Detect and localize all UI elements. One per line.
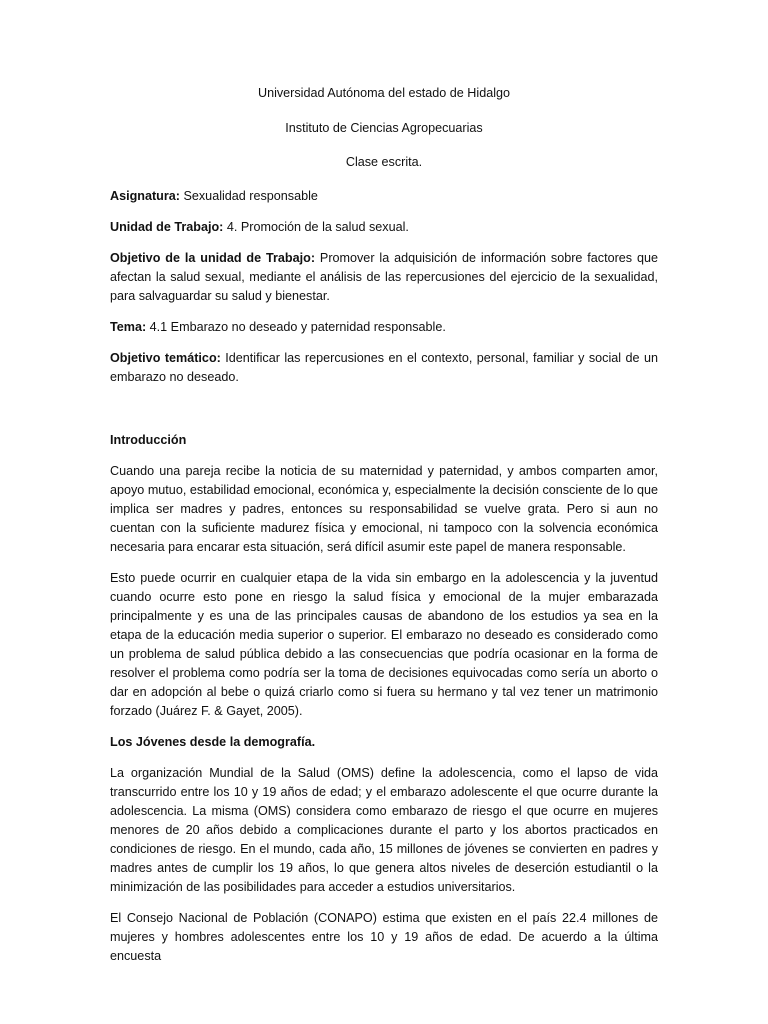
intro-heading: Introducción — [110, 433, 187, 447]
tema-value: 4.1 Embarazo no deseado y paternidad responsable. — [149, 320, 446, 334]
objetivo-tematico-label: Objetivo temático: — [110, 351, 221, 365]
tema-line — [110, 318, 658, 337]
asignatura-label: Asignatura: — [110, 189, 180, 203]
objetivo-tematico-value: Identificar las repercusiones en el contexto, personal, familiar y social de un embarazo no deseado. — [110, 351, 658, 384]
demography-paragraph-1: La organización Mundial de la Salud (OMS) define la adolescencia, como el lapso de vida transcurrido entre los 10 y 19 años de edad; y el embarazo adolescente el que ocurre durante la adolescencia. La misma (OMS) considera como embarazo de riesgo el que ocurre en mujeres menores de 20 años debido a complicaciones durante el parto y los abortos practicados en condiciones de riesgo. En el mundo, cada año, 15 millones de jóvenes se convierten en padres y madres antes de cumplir los 19 años, lo que genera altos niveles de deserción estudiantil o la minimización de las posibilidades para acceder a estudios universitarios. — [110, 766, 658, 894]
objetivo-tematico-paragraph — [110, 349, 658, 387]
document-body — [110, 84, 658, 978]
demography-paragraph-2: El Consejo Nacional de Población (CONAPO) estima que existen en el país 22.4 millones de mujeres y hombres adolescentes entre los 10 y 19 años de edad. De acuerdo a la última encuesta — [110, 911, 658, 963]
unidad-line — [110, 218, 658, 237]
objetivo-unidad-label: Objetivo de la unidad de Trabajo: — [110, 251, 316, 265]
intro-paragraph-2: Esto puede ocurrir en cualquier etapa de la vida sin embargo en la adolescencia y la juventud cuando ocurre esto pone en riesgo la salud física y emocional de la mujer embarazada principalmente y es una de las principales causas de abandono de los estudios ya sea en la etapa de la educación media superior o superior. El embarazo no deseado es considerado como un problema de salud pública debido a las consecuencias que podría ocasionar en la forma de resolver el problema como podría ser la toma de decisiones equivocadas como sería un aborto o dar en adopción al bebe o quizá criarlo como si fuera su hermano y tal vez tener un matrimonio forzado (Juárez F. & Gayet, 2005). — [110, 571, 658, 718]
objetivo-unidad-value: Promover la adquisición de información sobre factores que afectan la salud sexual, mediante el análisis de las repercusiones del ejercicio de la sexualidad, para salvaguardar su salud y bienestar. — [110, 251, 659, 303]
class-type: Clase escrita. — [345, 155, 423, 169]
section-spacer — [110, 399, 658, 431]
unidad-value: 4. Promoción de la salud sexual. — [226, 220, 409, 234]
asignatura-value: Sexualidad responsable — [183, 189, 318, 203]
university-title: Universidad Autónoma del estado de Hidalgo — [257, 86, 511, 100]
asignatura-line — [110, 187, 658, 206]
intro-paragraph-1: Cuando una pareja recibe la noticia de su maternidad y paternidad, y ambos comparten amor, apoyo mutuo, estabilidad emocional, económica y, especialmente la decisión consciente de lo que implica ser madres y padres, entonces su responsabilidad se vuelve grata. Pero si aun no cuentan con la suficiente madurez física y emocional, ni tampoco con la solvencia económica necesaria para encarar esta situación, será difícil asumir este papel de manera responsable. — [110, 464, 658, 554]
unidad-label: Unidad de Trabajo: — [110, 220, 224, 234]
objetivo-unidad-paragraph — [110, 249, 658, 306]
tema-label: Tema: — [110, 320, 147, 334]
institute-title: Instituto de Ciencias Agropecuarias — [285, 121, 483, 135]
demography-heading: Los Jóvenes desde la demografía. — [110, 735, 316, 749]
